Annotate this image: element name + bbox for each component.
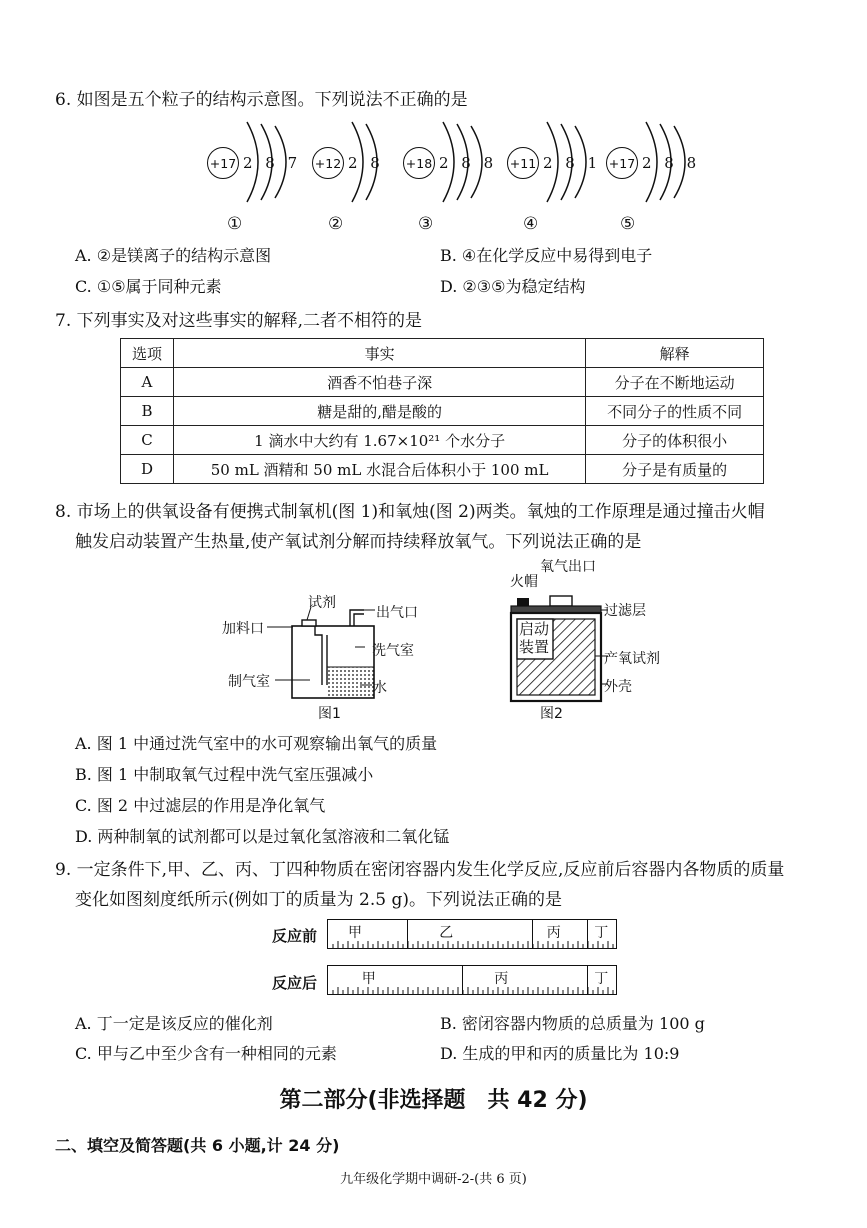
table-row [121, 397, 764, 426]
atom-shell-electrons: 2 8 1 [543, 154, 602, 172]
atom-nucleus: +11 [507, 147, 539, 179]
fig1-wash-room-label: 洗气室 [372, 643, 414, 659]
table-row [121, 426, 764, 455]
q6-option-d: D. ②③⑤为稳定结构 [440, 277, 586, 296]
q9-option-b: B. 密闭容器内物质的总质量为 100 g [440, 1014, 705, 1033]
atom-number-label: ① [227, 214, 243, 234]
atom-nucleus: +12 [312, 147, 344, 179]
fig2-shell-label: 外壳 [604, 679, 632, 695]
q6-option-a: A. ②是镁离子的结构示意图 [75, 246, 272, 265]
q9-after-scale [327, 965, 617, 995]
q6-option-c: C. ①⑤属于同种元素 [75, 277, 222, 296]
electron-shell-arc [457, 124, 468, 200]
table-header: 事实 [173, 339, 585, 368]
q9-after-label: 反应后 [272, 974, 318, 992]
page-footer: 九年级化学期中调研-2-(共 6 页) [340, 1172, 527, 1187]
atom-shell-electrons: 2 8 7 [243, 154, 302, 172]
fig2-start-device-label: 装置 [519, 638, 550, 656]
electron-shell-arc [366, 124, 377, 200]
q9-option-c: C. 甲与乙中至少含有一种相同的元素 [75, 1044, 337, 1063]
fig1-water-label: 水 [373, 680, 387, 696]
table-header: 选项 [121, 339, 174, 368]
electron-shell-arc [674, 126, 685, 198]
atom-shell-electrons: 2 8 8 [439, 154, 498, 172]
table-cell: B [121, 397, 174, 426]
atom-number-label: ② [328, 214, 344, 234]
q9-stem-line1: 9. 一定条件下,甲、乙、丙、丁四种物质在密闭容器内发生化学反应,反应前后容器内各物质的质量 [55, 860, 785, 880]
q8-stem-line2: 触发启动装置产生热量,使产氧试剂分解而持续释放氧气。下列说法正确的是 [75, 532, 642, 552]
table-cell: 酒香不怕巷子深 [173, 368, 585, 397]
table-cell: A [121, 368, 174, 397]
q9-stem-line2: 变化如图刻度纸所示(例如丁的质量为 2.5 g)。下列说法正确的是 [75, 890, 562, 910]
table-cell: C [121, 426, 174, 455]
table-cell: 不同分子的性质不同 [586, 397, 764, 426]
table-header-row [121, 339, 764, 368]
electron-shell-arc [646, 122, 657, 202]
table-row [121, 455, 764, 484]
table-cell: 50 mL 酒精和 50 mL 水混合后体积小于 100 mL [173, 455, 585, 484]
fig2-cap-label: 火帽 [510, 574, 538, 590]
atom-shell-electrons: 2 8 8 [642, 154, 701, 172]
scale-ticks [328, 941, 618, 948]
q8-option-d: D. 两种制氧的试剂都可以是过氧化氢溶液和二氧化锰 [75, 827, 450, 846]
atom-diagram [604, 118, 744, 208]
q6-option-b: B. ④在化学反应中易得到电子 [440, 246, 653, 265]
substance-label: 丙 [546, 925, 561, 941]
electron-shell-arc [660, 124, 671, 200]
substance-label: 甲 [348, 925, 362, 941]
fig2-caption: 图2 [540, 706, 563, 722]
atom-shell-electrons: 2 8 [348, 154, 384, 172]
q8-option-a: A. 图 1 中通过洗气室中的水可观察输出氧气的质量 [75, 734, 438, 753]
q7-stem: 7. 下列事实及对这些事实的解释,二者不相符的是 [55, 311, 423, 331]
q9-before-scale [327, 919, 617, 949]
q6-stem: 6. 如图是五个粒子的结构示意图。下列说法不正确的是 [55, 90, 468, 110]
substance-label: 丙 [494, 971, 509, 987]
electron-shell-arc [261, 124, 272, 200]
atom-number-label: ④ [523, 214, 539, 234]
q9-option-d: D. 生成的甲和丙的质量比为 10:9 [440, 1044, 680, 1063]
electron-shell-arc [575, 126, 586, 198]
substance-label: 乙 [439, 925, 454, 941]
fig2-start-device-label: 启动 [519, 620, 550, 638]
atom-nucleus: +18 [403, 147, 435, 179]
fig1-gen-room-label: 制气室 [228, 674, 270, 690]
substance-label: 丁 [594, 925, 609, 941]
fig2-oxygen-outlet-label: 氧气出口 [540, 559, 596, 575]
table-cell: 糖是甜的,醋是酸的 [173, 397, 585, 426]
q7-table [120, 338, 764, 484]
section2-title: 二、填空及简答题(共 6 小题,计 24 分) [55, 1136, 340, 1155]
fig2-reagent-label: 产氧试剂 [604, 651, 660, 667]
fig1-outlet-label: 出气口 [376, 605, 418, 621]
electron-shell-arc [561, 124, 572, 200]
q8-stem-line1: 8. 市场上的供氧设备有便携式制氧机(图 1)和氧烛(图 2)两类。氧烛的工作原理是通过撞击火帽 [55, 502, 765, 522]
substance-label: 甲 [361, 971, 376, 987]
fig1-reagent-label: 试剂 [308, 595, 336, 611]
electron-shell-arc [547, 122, 558, 202]
electron-shell-arc [275, 126, 286, 198]
electron-shell-arc [352, 122, 363, 202]
atom-nucleus: +17 [606, 147, 638, 179]
electron-shell-arc [443, 122, 454, 202]
electron-shell-arc [471, 126, 482, 198]
table-cell: D [121, 455, 174, 484]
table-cell: 分子是有质量的 [586, 455, 764, 484]
table-cell: 分子在不断地运动 [586, 368, 764, 397]
electron-shell-arc [247, 122, 258, 202]
substance-label: 丁 [594, 971, 609, 987]
atom-nucleus: +17 [207, 147, 239, 179]
electron-shell-arcs [604, 118, 744, 208]
q9-before-label: 反应前 [272, 927, 318, 945]
scale-ticks [328, 987, 618, 994]
fig2-filter-label: 过滤层 [604, 603, 646, 619]
q9-option-a: A. 丁一定是该反应的催化剂 [75, 1014, 273, 1033]
table-row [121, 368, 764, 397]
fig1-caption: 图1 [318, 706, 341, 722]
q8-option-c: C. 图 2 中过滤层的作用是净化氧气 [75, 796, 326, 815]
table-cell: 1 滴水中大约有 1.67×10²¹ 个水分子 [173, 426, 585, 455]
part2-title: 第二部分(非选择题 共 42 分) [279, 1088, 588, 1113]
atom-number-label: ③ [418, 214, 434, 234]
atom-number-label: ⑤ [620, 214, 636, 234]
table-cell: 分子的体积很小 [586, 426, 764, 455]
table-header: 解释 [586, 339, 764, 368]
q8-option-b: B. 图 1 中制取氧气过程中洗气室压强减小 [75, 765, 374, 784]
fig1-feed-port-label: 加料口 [222, 621, 264, 637]
